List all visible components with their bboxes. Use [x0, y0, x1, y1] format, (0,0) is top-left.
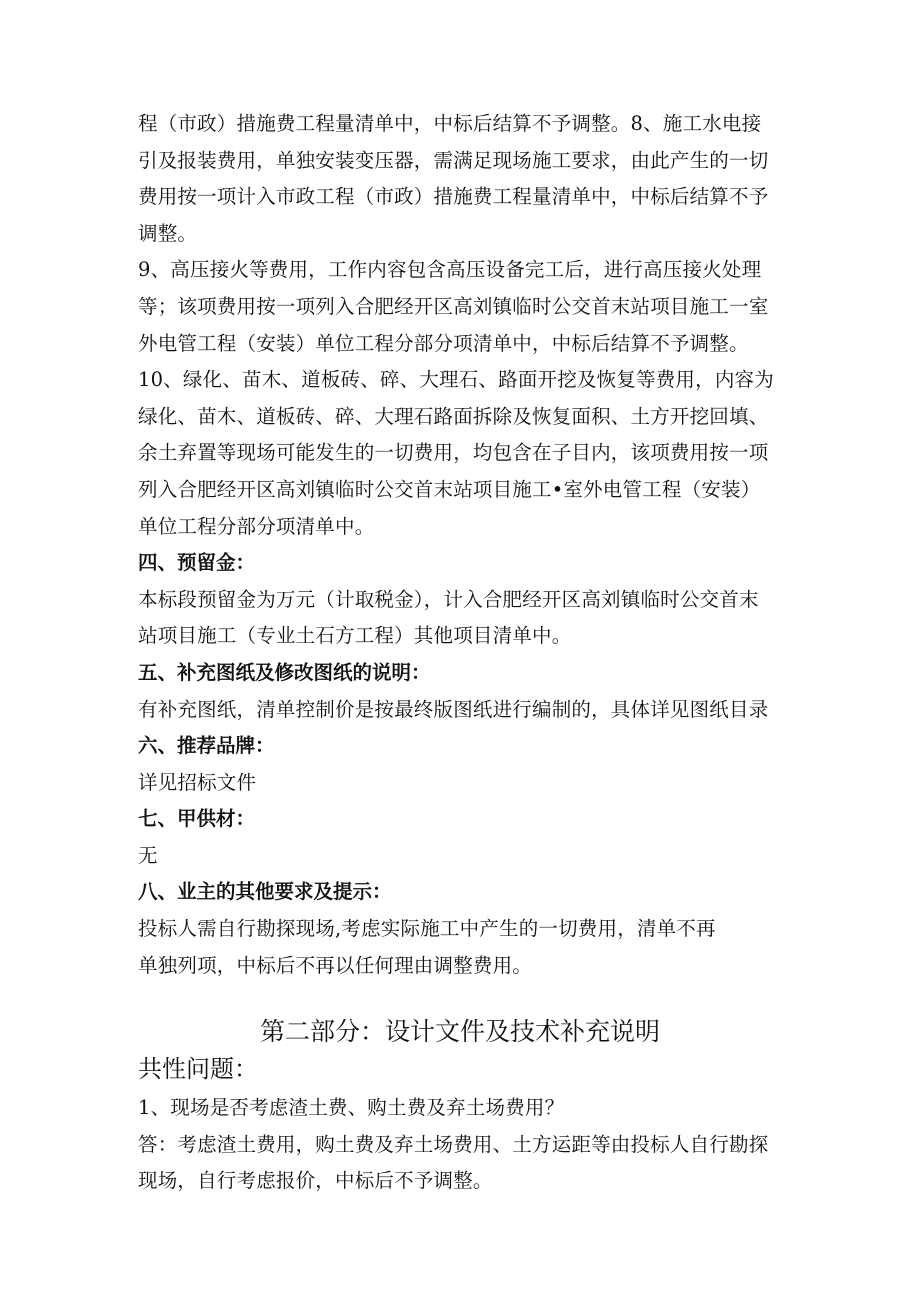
paragraph-line: 详见招标文件	[138, 770, 257, 794]
paragraph-line: 调整。	[138, 221, 198, 245]
paragraph-line: 单位工程分部分项清单中。	[138, 514, 375, 538]
section-heading-owner-materials: 七、甲供材：	[138, 807, 256, 831]
paragraph-line: 绿化、苗木、道板砖、碎、大理石路面拆除及恢复面积、土方开挖回填、	[138, 404, 769, 428]
section-heading-drawings: 五、补充图纸及修改图纸的说明：	[138, 660, 431, 684]
question-line: 1、现场是否考虑渣土费、购土费及弃土场费用？	[138, 1096, 565, 1119]
paragraph-line: 列入合肥经开区高刘镇临时公交首末站项目施工•室外电管工程（安装）	[138, 477, 761, 501]
paragraph-line: 外电管工程（安装）单位工程分部分项清单中，中标后结算不予调整。	[138, 331, 749, 355]
paragraph-line: 单独列项，中标后不再以任何理由调整费用。	[138, 953, 533, 977]
paragraph-line: 等；该项费用按一项列入合肥经开区高刘镇临时公交首末站项目施工一室	[138, 294, 769, 318]
document-body	[138, 106, 788, 984]
paragraph-line: 余土弃置等现场可能发生的一切费用，均包含在子目内，该项费用按一项	[138, 441, 769, 465]
paragraph-line: 投标人需自行勘探现场,考虑实际施工中产生的一切费用，清单不再	[138, 917, 716, 941]
paragraph-line: 费用按一项计入市政工程（市政）措施费工程量清单中，中标后结算不予	[138, 185, 769, 209]
part-two-title: 第二部分：设计文件及技术补充说明	[259, 1017, 660, 1046]
common-questions-heading: 共性问题：	[138, 1055, 258, 1083]
answer-line: 答：考虑渣土费用，购土费及弃土场费用、土方运距等由投标人自行勘探	[138, 1132, 769, 1156]
paragraph-line: 有补充图纸，清单控制价是按最终版图纸进行编制的，具体详见图纸目录	[138, 697, 769, 721]
paragraph-line: 本标段预留金为万元（计取税金），计入合肥经开区高刘镇临时公交首末	[138, 587, 759, 611]
paragraph-line: 站项目施工（专业土石方工程）其他项目清单中。	[138, 624, 572, 648]
section-heading-reserve-fund: 四、预留金：	[138, 551, 256, 575]
section-heading-brands: 六、推荐品牌：	[138, 734, 275, 758]
section-heading-owner-requirements: 八、业主的其他要求及提示：	[138, 880, 392, 904]
paragraph-line: 9、高压接火等费用，工作内容包含高压设备完工后，进行高压接火处理	[138, 258, 762, 282]
paragraph-line: 无	[138, 843, 158, 867]
paragraph-line: 10、绿化、苗木、道板砖、碎、大理石、路面开挖及恢复等费用，内容为	[138, 368, 774, 392]
paragraph-line: 引及报装费用，单独安装变压器，需满足现场施工要求，由此产生的一切	[138, 148, 769, 172]
answer-line: 现场，自行考虑报价，中标后不予调整。	[138, 1169, 493, 1193]
paragraph-line: 程（市政）措施费工程量清单中，中标后结算不予调整。8、施工水电接	[138, 112, 762, 135]
common-questions-body	[138, 1090, 788, 1200]
